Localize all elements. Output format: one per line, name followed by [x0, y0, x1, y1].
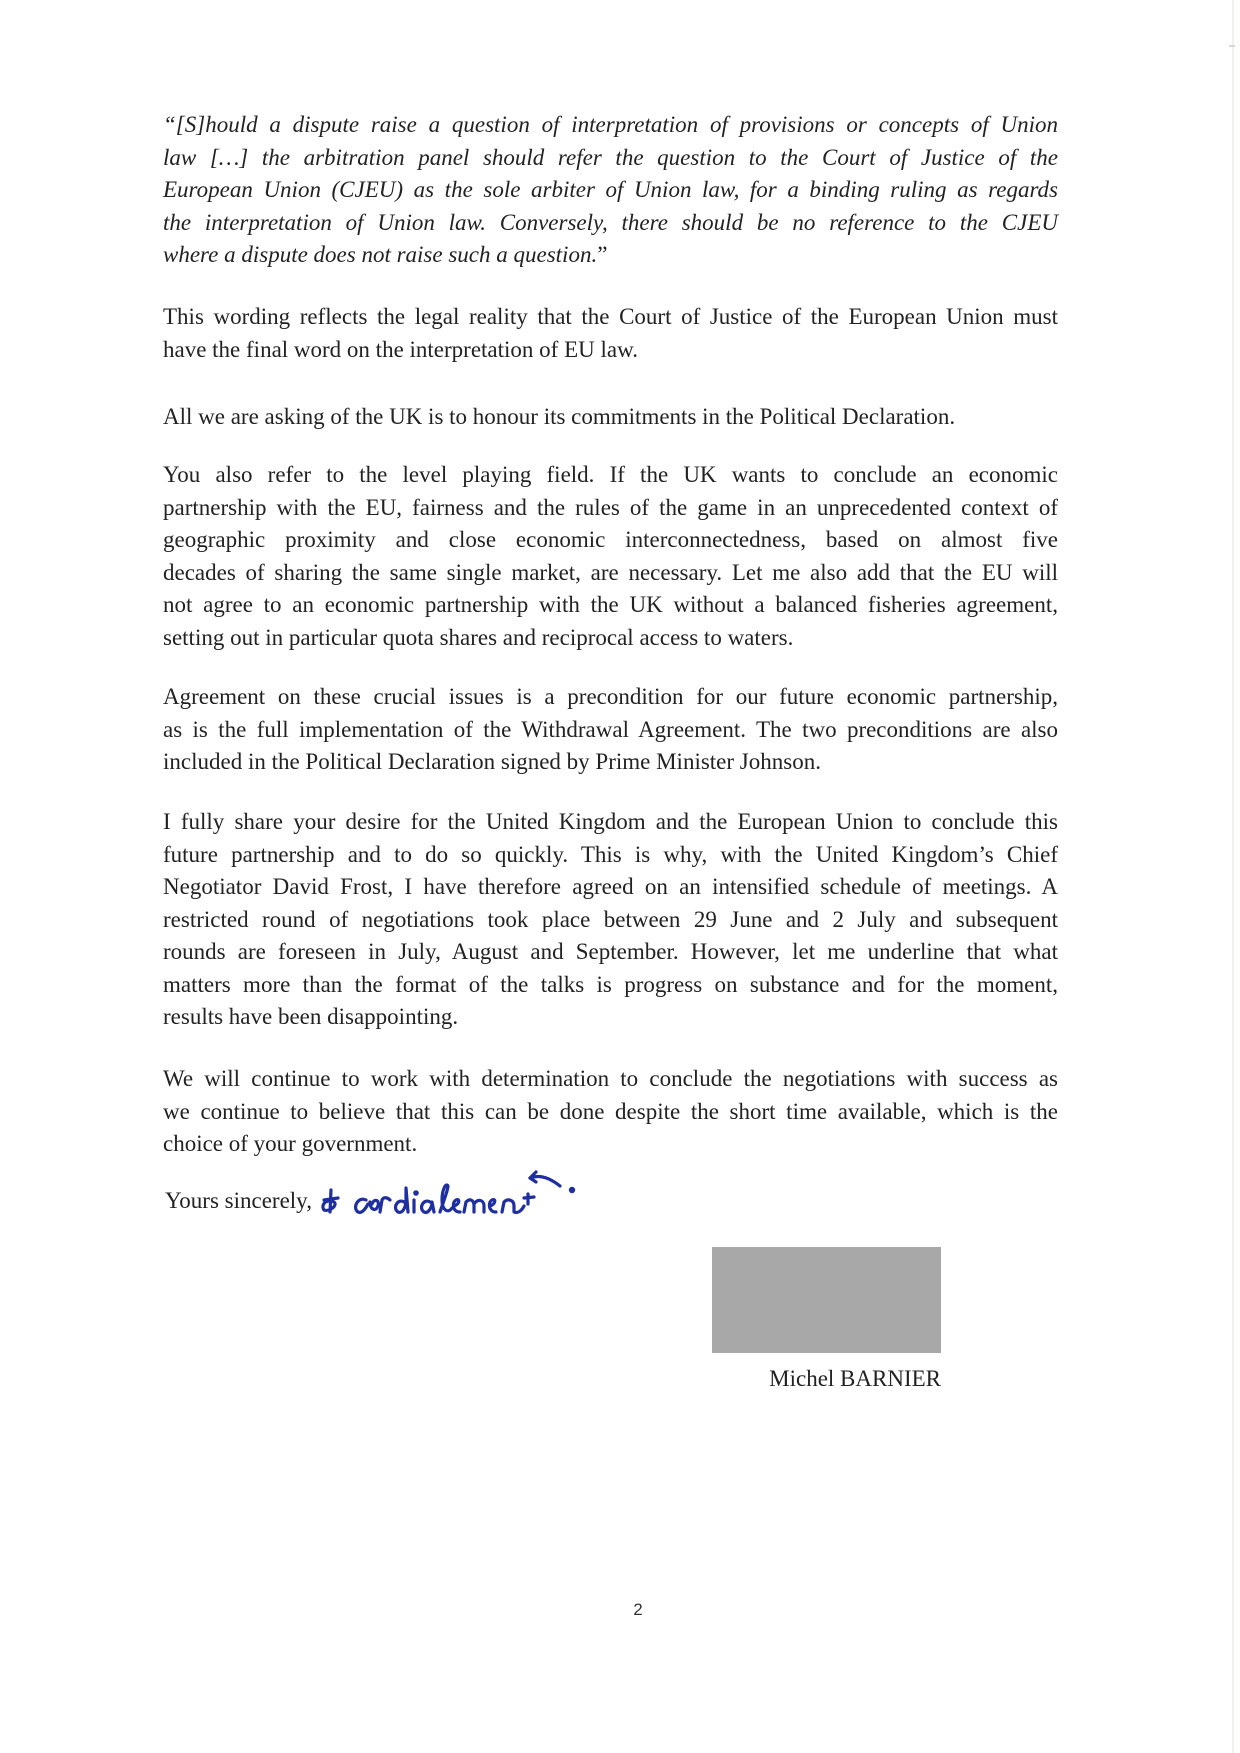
paragraph-line: we continue to believe that this can be done despite the short time available, which is the	[163, 1098, 1058, 1124]
paragraph-line: geographic proximity and close economic interconnectedness, based on almost five	[163, 527, 1058, 552]
quoted-passage	[163, 109, 1058, 272]
paragraph-line: not agree to an economic partnership with the UK without a balanced fisheries agreement,	[163, 592, 1058, 617]
quote-line: “[S]hould a dispute raise a question of interpretation of provisions or concepts of Union	[163, 112, 1058, 137]
paragraph-line: Negotiator David Frost, I have therefore agreed on an intensified schedule of meetings. A	[163, 874, 1058, 899]
paragraph-negotiation-schedule	[163, 806, 1058, 1034]
paragraph-line: matters more than the format of the talks is progress on substance and for the moment,	[163, 971, 1058, 997]
paragraph-political-declaration	[163, 401, 1058, 434]
quote-text: where a dispute does not raise such a question.	[163, 242, 598, 267]
quote-line: European Union (CJEU) as the sole arbiter of Union law, for a binding ruling as regards	[163, 177, 1058, 202]
scan-mark	[1229, 45, 1235, 47]
paragraph-line: Agreement on these crucial issues is a precondition for our future economic partnership,	[163, 684, 1058, 709]
quote-line: the interpretation of Union law. Conversely, there should be no reference to the CJEU	[163, 209, 1058, 235]
paragraph-line: included in the Political Declaration signed by Prime Minister Johnson.	[163, 749, 821, 774]
quote-line: law […] the arbitration panel should refer the question to the Court of Justice of the	[163, 144, 1058, 170]
paragraph-line: This wording reflects the legal reality that the Court of Justice of the European Union must	[163, 304, 1058, 329]
closing-quote-mark: ”	[597, 242, 608, 267]
scan-edge	[1232, 0, 1234, 1753]
closing-salutation: Yours sincerely,	[165, 1188, 312, 1213]
quote-line-last	[163, 239, 1058, 272]
redacted-signature	[712, 1247, 941, 1353]
paragraph-line: setting out in particular quota shares and reciprocal access to waters.	[163, 624, 794, 650]
paragraph-line: We will continue to work with determination to conclude the negotiations with success as	[163, 1066, 1058, 1091]
paragraph-preconditions	[163, 681, 1058, 779]
paragraph-line: future partnership and to do so quickly. This is why, with the United Kingdom’s Chief	[163, 841, 1058, 867]
paragraph-cjeu-role	[163, 301, 1058, 366]
paragraph-line: restricted round of negotiations took place between 29 June and 2 July and subsequent	[163, 906, 1058, 932]
signer-name: Michel BARNIER	[769, 1366, 941, 1391]
paragraph-line: decades of sharing the same single market, are necessary. Let me also add that the EU will	[163, 559, 1058, 585]
paragraph-line: choice of your government.	[163, 1131, 418, 1156]
paragraph-line: have the final word on the interpretation of EU law.	[163, 336, 638, 362]
paragraph-line: partnership with the EU, fairness and the rules of the game in an unprecedented context of	[163, 494, 1058, 520]
page-number: 2	[633, 1600, 643, 1619]
paragraph-line: rounds are foreseen in July, August and September. However, let me underline that what	[163, 939, 1058, 964]
paragraph-line: as is the full implementation of the Withdrawal Agreement. The two preconditions are also	[163, 716, 1058, 742]
paragraph-determination	[163, 1063, 1058, 1161]
paragraph-line: You also refer to the level playing field. If the UK wants to conclude an economic	[163, 462, 1058, 487]
paragraph-level-playing-field	[163, 459, 1058, 654]
paragraph-line: I fully share your desire for the United Kingdom and the European Union to conclude this	[163, 809, 1058, 834]
paragraph-line: All we are asking of the UK is to honour its commitments in the Political Declaration.	[163, 404, 956, 429]
paragraph-line: results have been disappointing.	[163, 1004, 459, 1029]
handwritten-note	[318, 1160, 588, 1230]
